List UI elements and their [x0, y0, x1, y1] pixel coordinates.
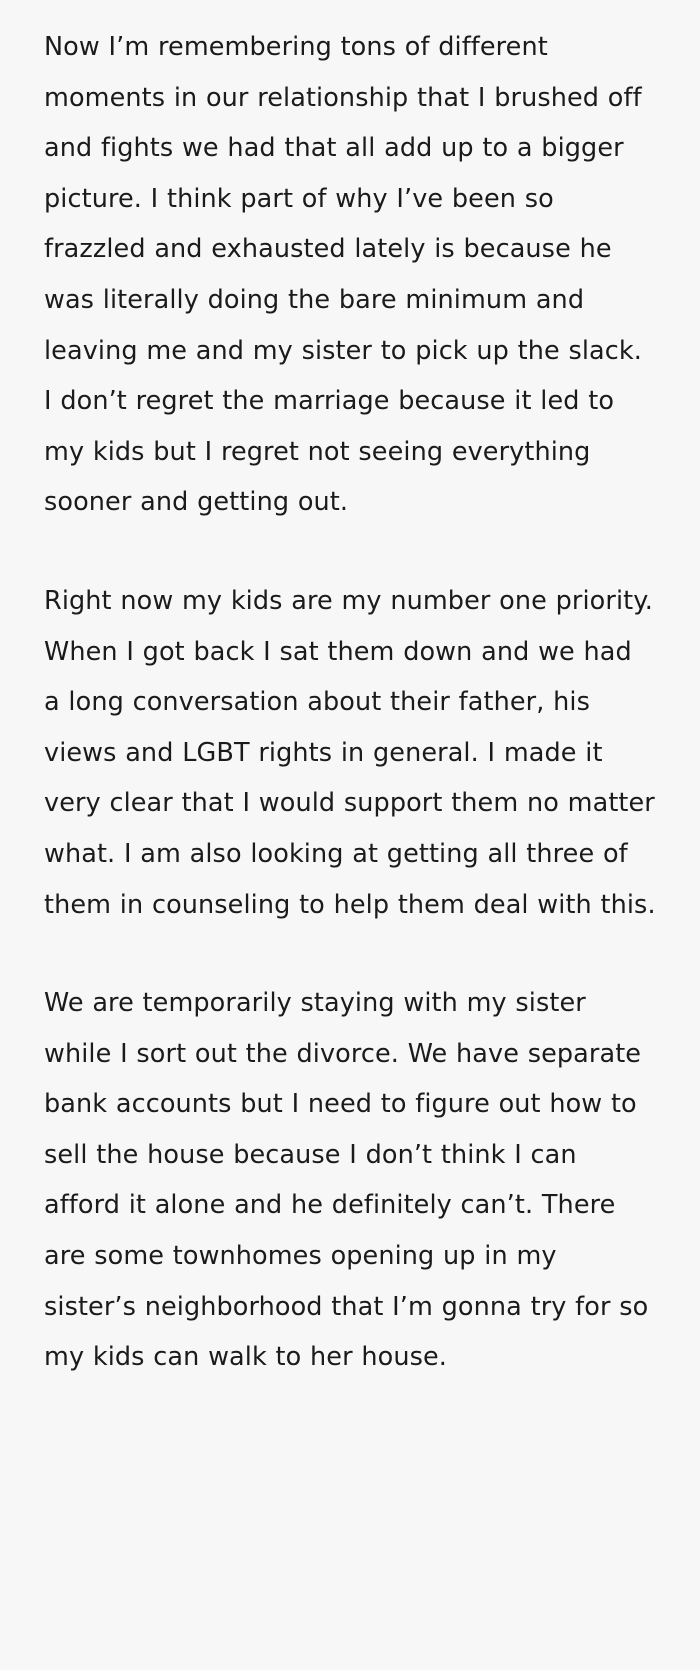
story-paragraph: We are temporarily staying with my sister while I sort out the divorce. We have separate bank accounts but I need to figure out how to sell the house because I don’t think I can afford it alone and he definitely can’t. There are some townhomes opening up in my sister’s neighborhood that I’m gonna try for so my kids can walk to her house.	[44, 988, 649, 1373]
story-body	[44, 22, 656, 1383]
story-paragraph: Right now my kids are my number one priority. When I got back I sat them down and we had a long conversation about their father, his views and LGBT rights in general. I made it very clear that I would support them no matter what. I am also looking at getting all three of them in counseling to help them deal with this.	[44, 585, 656, 920]
story-paragraph: Now I’m remembering tons of different moments in our relationship that I brushed off and fights we had that all add up to a bigger picture. I think part of why I’ve been so frazzled and exhausted lately is because he was literally doing the bare minimum and leaving me and my sister to pick up the slack. I don’t regret the marriage because it led to my kids but I regret not seeing everything sooner and getting out.	[44, 32, 642, 518]
